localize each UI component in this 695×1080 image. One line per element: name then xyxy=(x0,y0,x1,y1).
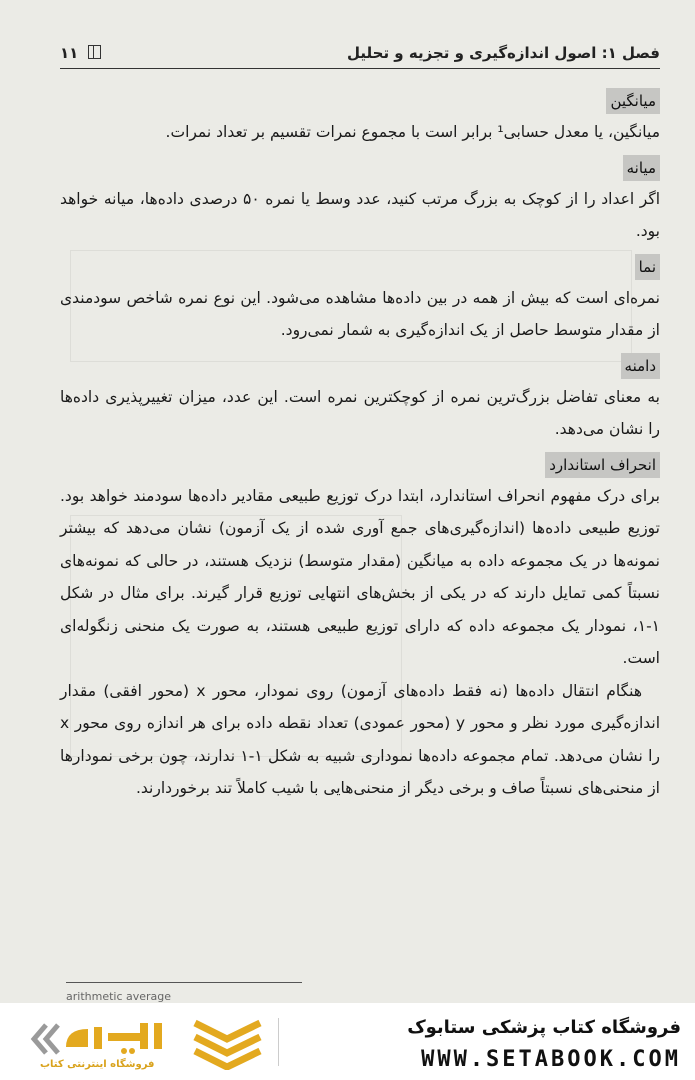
shop-url[interactable]: WWW.SETABOOK.COM xyxy=(421,1047,681,1072)
section-heading-row xyxy=(60,254,660,282)
paragraph: هنگام انتقال داده‌ها (نه فقط داده‌های آزمون) روی نمودار، محور x (محور افقی) مقدار اندازه‌گیری مورد نظر و محور y (محور عمودی) تعداد نقطه داده برای هر اندازه روی محور x را نشان می‌دهد. تمام مجموعه داده‌ها نموداری شبیه به شکل ۱-۱ ندارند، چون برخی نمودارها از منحنی‌های نسبتاً صاف و برخی دیگر از منحنی‌هایی با شیب کاملاً تند برخوردارند. xyxy=(60,681,661,797)
banner-divider xyxy=(278,1018,279,1066)
section-heading-row xyxy=(60,88,660,116)
section-heading-row xyxy=(60,155,660,183)
footnote: arithmetic average xyxy=(66,990,172,1003)
section-heading: دامنه xyxy=(621,353,660,379)
section-heading-row xyxy=(60,353,660,381)
paragraph: نمره‌ای است که بیش از همه در بین داده‌ها مشاهده می‌شود. این نوع نمره شاخص سودمندی از مقدار متوسط حاصل از یک اندازه‌گیری به شمار نمی‌رود. xyxy=(60,288,660,339)
page-number-wrap xyxy=(60,44,101,62)
section-heading: میانه xyxy=(623,155,660,181)
page-number: ۱۱ xyxy=(60,44,79,62)
chapter-title: فصل ۱: اصول اندازه‌گیری و تجزیه و تحلیل xyxy=(347,44,660,62)
setabook-logo-wordmark xyxy=(28,1019,178,1059)
paragraph: اگر اعداد را از کوچک به بزرگ مرتب کنید، عدد وسط یا نمره ۵۰ درصدی داده‌ها، میانه خواهد بود. xyxy=(60,189,661,240)
shop-name: فروشگاه کتاب پزشکی ستابوک xyxy=(407,1017,681,1038)
section-heading-row xyxy=(60,452,660,480)
section-heading: نما xyxy=(635,254,660,280)
footnote-divider xyxy=(66,982,302,983)
book-icon xyxy=(88,45,101,59)
setabook-logo-icon xyxy=(190,1015,265,1070)
paragraph: میانگین، یا معدل حسابی¹ برابر است با مجموع نمرات تقسیم بر تعداد نمرات. xyxy=(165,123,660,141)
body-content xyxy=(60,82,660,805)
section-heading: میانگین xyxy=(606,88,660,114)
running-header xyxy=(60,40,660,69)
logo-tagline: فروشگاه اینترنتی کتاب xyxy=(40,1059,155,1070)
store-banner xyxy=(0,1003,695,1080)
paragraph: برای درک مفهوم انحراف استاندارد، ابتدا درک توزیع طبیعی مقادیر داده‌ها سودمند خواهد بود. توزیع طبیعی داده‌ها (اندازه‌گیری‌های جمع آوری شده از یک آزمون) نشان می‌دهد که بیشتر نمونه‌ها در یک مجموعه داده به میانگین (مقدار متوسط) نزدیک هستند، در حالی که نمونه‌های نسبتاً کمی تمایل دارند که در یکی از بخش‌های انتهایی توزیع قرار گیرند. برای مثال در شکل ۱-۱، نمودار یک مجموعه داده که دارای توزیع طبیعی هستند، به صورت یک منحنی زنگوله‌ای است. xyxy=(60,486,660,667)
section-heading: انحراف استاندارد xyxy=(545,452,660,478)
paragraph: به معنای تفاضل بزرگ‌ترین نمره از کوچکترین نمره است. این عدد، میزان تغییرپذیری داده‌ها را نشان می‌دهد. xyxy=(60,387,660,438)
